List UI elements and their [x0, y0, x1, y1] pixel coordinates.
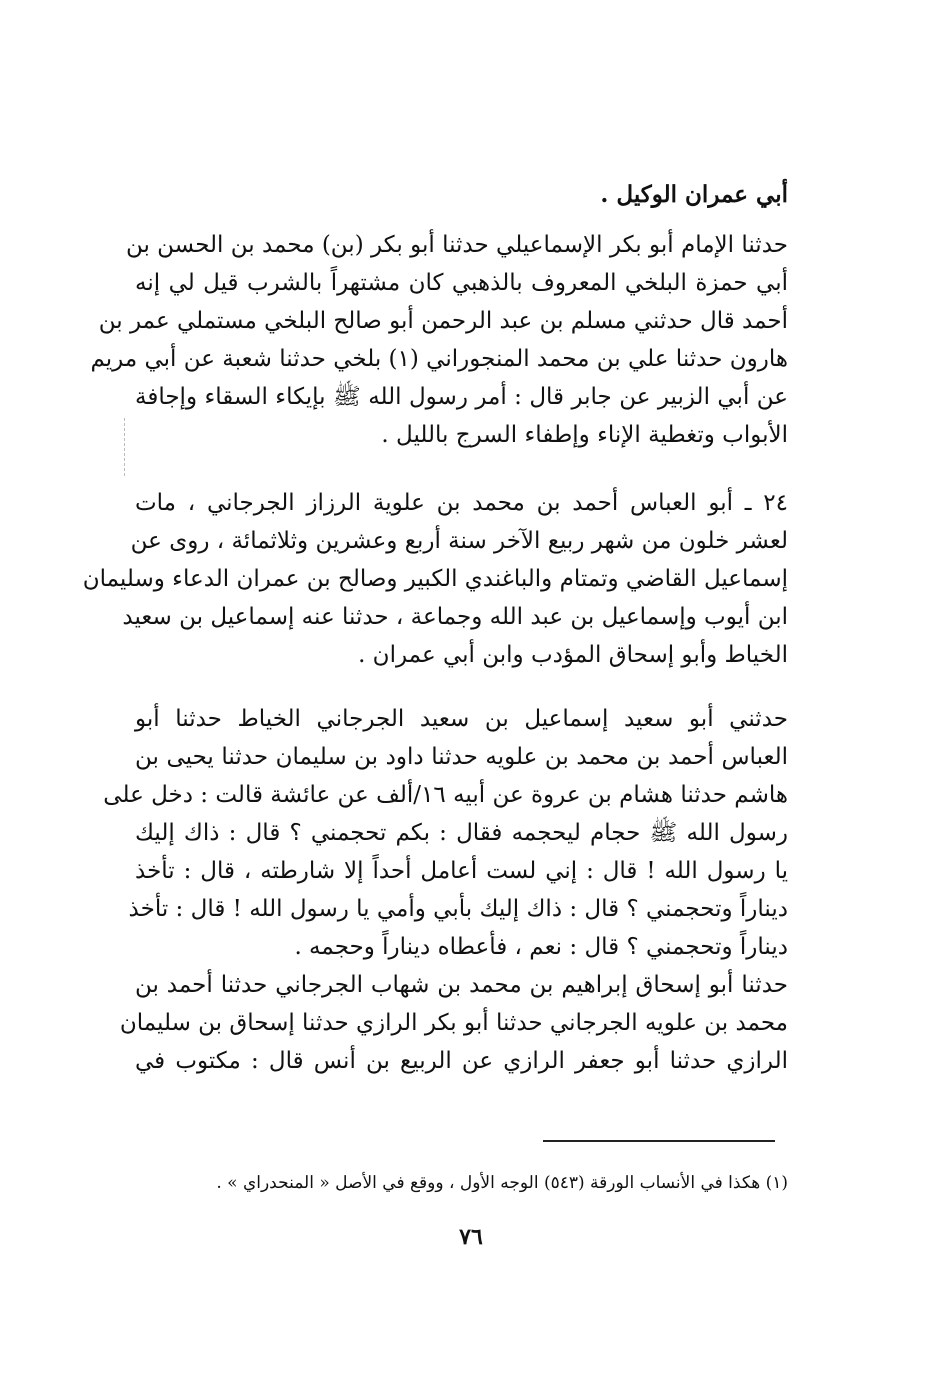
text-line: الأبواب وتغطية الإناء وإطفاء السرج بالليل .: [381, 422, 788, 448]
margin-mark: [124, 418, 126, 476]
text-line: العباس أحمد بن محمد بن علويه حدثنا داود بن سليمان حدثنا يحيى بن: [135, 744, 788, 770]
text-line: عن أبي الزبير عن جابر قال : أمر رسول الله ﷺ بإيكاء السقاء وإجافة: [135, 384, 788, 410]
text-line: محمد بن علويه الجرجاني حدثنا أبو بكر الرازي حدثنا إسحاق بن سليمان: [119, 1010, 788, 1036]
text-line: أحمد قال حدثني مسلم بن عبد الرحمن أبو صالح البلخي مستملي عمر بن: [98, 308, 788, 334]
footnote-separator: [543, 1140, 775, 1142]
text-line: ديناراً وتحجمني ؟ قال : ذاك إليك بأبي وأمي يا رسول الله ! قال : تأخذ: [128, 896, 788, 922]
paragraph-hadith-3: [119, 966, 788, 1080]
text-line: أبي حمزة البلخي المعروف بالذهبي كان مشتهراً بالشرب قيل لي إنه: [135, 270, 788, 296]
text-line: حدثني أبو سعيد إسماعيل بن سعيد الجرجاني الخياط حدثنا أبو: [135, 706, 788, 732]
text-line: ديناراً وتحجمني ؟ قال : نعم ، فأعطاه ديناراً وحجمه .: [294, 934, 788, 960]
paragraph-biography-24: [82, 484, 788, 674]
text-line: هاشم حدثنا هشام بن عروة عن أبيه ١٦/ألف عن عائشة قالت : دخل على: [103, 782, 788, 808]
text-line: الخياط وأبو إسحاق المؤدب وابن أبي عمران .: [358, 642, 788, 668]
text-line: هارون حدثنا علي بن محمد المنجوراني (١) بلخي حدثنا شعبة عن أبي مريم: [90, 346, 788, 372]
continuation-heading: أبي عمران الوكيل .: [600, 181, 788, 208]
text-line: لعشر خلون من شهر ربيع الآخر سنة أربع وعشرين وثلاثمائة ، روى عن: [130, 528, 788, 554]
page-number: ٧٦: [459, 1224, 483, 1250]
text-line: حدثنا الإمام أبو بكر الإسماعيلي حدثنا أبو بكر (بن) محمد بن الحسن بن: [125, 232, 788, 258]
text-line: حدثنا أبو إسحاق إبراهيم بن محمد بن شهاب الجرجاني حدثنا أحمد بن: [135, 972, 788, 998]
paragraph-hadith-2: [103, 700, 788, 966]
text-line: ٢٤ ـ أبو العباس أحمد بن محمد بن علوية الرزاز الجرجاني ، مات: [135, 490, 788, 516]
text-line: ابن أيوب وإسماعيل بن عبد الله وجماعة ، حدثنا عنه إسماعيل بن سعيد: [122, 604, 788, 630]
text-line: رسول الله ﷺ حجام ليحجمه فقال : بكم تحجمني ؟ قال : ذاك إليك: [135, 820, 788, 846]
text-line: إسماعيل القاضي وتمتام والباغندي الكبير وصالح بن عمران الدعاء وسليمان: [82, 566, 788, 592]
text-line: الرازي حدثنا أبو جعفر الرازي عن الربيع بن أنس قال : مكتوب في: [135, 1048, 788, 1074]
footnote: (١) هكذا في الأنساب الورقة (٥٤٣) الوجه الأول ، ووقع في الأصل « المنحدراي » .: [216, 1173, 788, 1193]
text-line: يا رسول الله ! قال : إني لست أعامل أحداً إلا شارطته ، قال : تأخذ: [135, 858, 788, 884]
paragraph-hadith-1: [90, 226, 788, 454]
